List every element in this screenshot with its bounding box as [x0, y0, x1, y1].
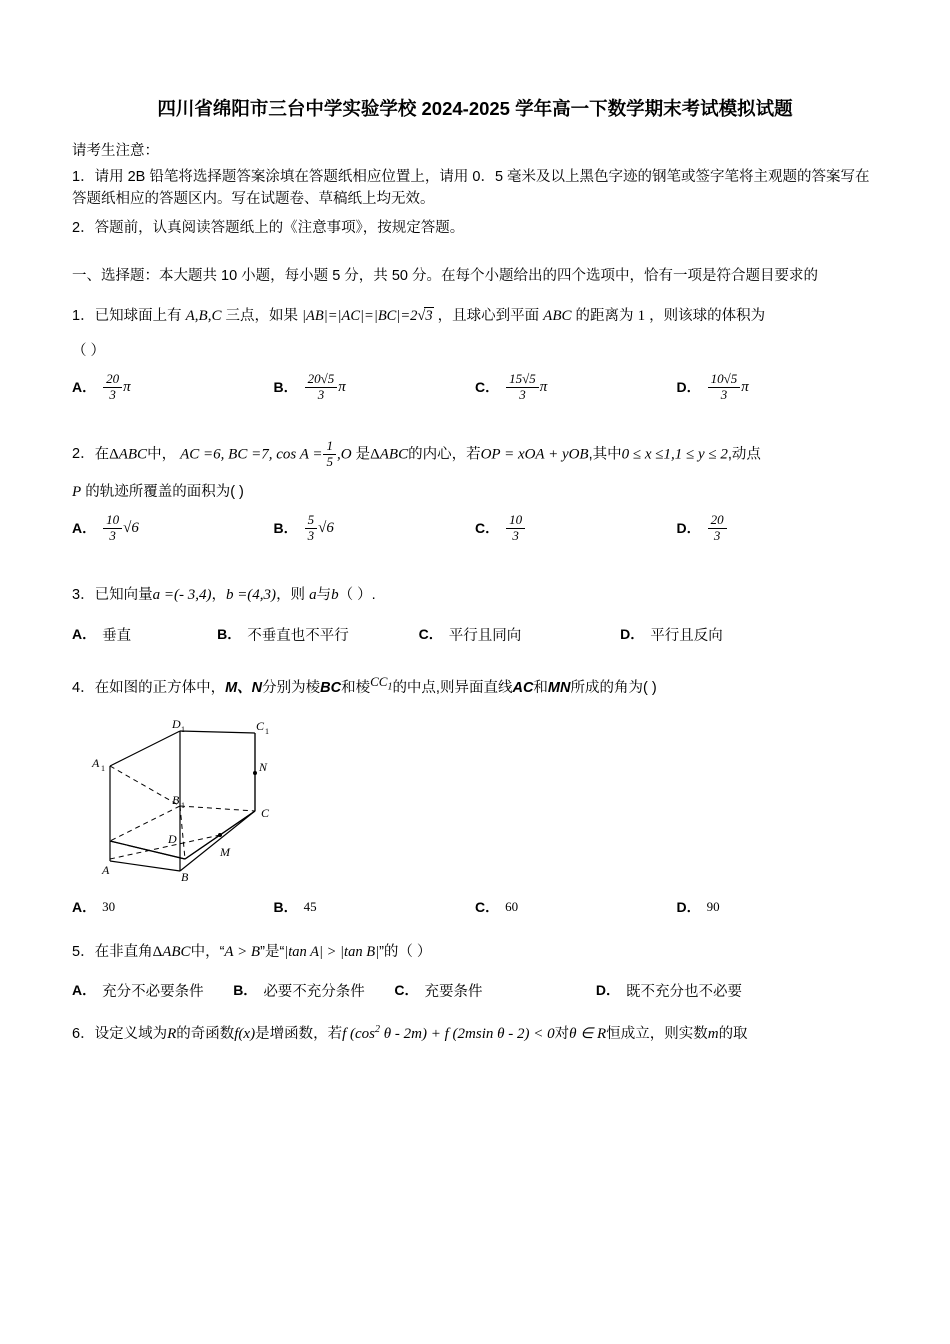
question-3-option-d[interactable]: [620, 624, 822, 645]
question-1-number: 1．: [72, 307, 95, 324]
question-2-point-p: P: [72, 483, 82, 500]
question-1-option-a[interactable]: [72, 372, 274, 403]
option-label: C．: [475, 520, 500, 537]
question-2-option-a[interactable]: [72, 513, 274, 544]
notice-heading: 请考生注意：: [72, 143, 159, 159]
question-3-text-part1: 已知向量: [94, 586, 153, 603]
question-1-text-part5: ，则该球的体积为: [649, 307, 766, 324]
question-2-text-part1: 在: [94, 446, 110, 463]
question-5-number: 5．: [72, 944, 95, 961]
option-suffix: π: [539, 378, 548, 395]
question-1-text-part1: 已知球面上有: [94, 307, 182, 324]
question-1: 1．已知球面上有 A,B,C 三点，如果 |AB|=|AC|=|BC|=2√3 ，且球心到平面 ABC 的距离为 1 ，则该球的体积为: [72, 303, 878, 329]
question-4-mn2: MN: [547, 679, 571, 696]
option-label: B．: [233, 982, 258, 999]
question-3-text-part3: ，则: [276, 586, 306, 603]
question-2-text-part6: ,动点: [727, 446, 761, 463]
option-value: 必要不充分条件: [263, 983, 365, 1000]
option-label: B．: [273, 520, 298, 537]
svg-text:N: N: [259, 760, 268, 775]
question-1-option-b[interactable]: [274, 372, 476, 403]
question-4-text-part5: 和棱: [341, 679, 371, 696]
option-value: 充要条件: [424, 983, 483, 1000]
question-3-text-part2: ，: [211, 586, 226, 603]
question-2: 2．在ΔABC中， AC =6, BC =7, cos A = $\frac{1}{5}$ ,O 是ΔABC的内心，若OP = xOA + yOB,其中0 ≤ x ≤1,1 ≤ y ≤ 2,动点: [72, 437, 761, 469]
question-2-text-part3: 是: [355, 446, 371, 463]
option-value: $\frac{10}{3}$: [103, 513, 122, 544]
notice-item-2: 2．答题前，认真阅读答题纸上的《注意事项》，按规定答题。: [72, 219, 465, 236]
option-label: A．: [72, 982, 97, 999]
svg-text:1: 1: [101, 764, 105, 774]
question-2-given: AC =6, BC =7, cos A =: [180, 446, 323, 463]
question-5: [72, 939, 878, 965]
question-2-option-d[interactable]: [677, 513, 879, 544]
notice-item-1: 1．请用 2B 铅笔将选择题答案涂填在答题纸相应位置上，请用 0．5 毫米及以上黑色字迹的钢笔或签字笔将主观题的答案写在答题纸相应的答题区内。写在试题卷、草稿纸上均无效。: [72, 169, 870, 208]
question-3-option-a[interactable]: [72, 624, 217, 645]
section-heading: 一、选择题：本大题共 10 小题，每小题 5 分，共 50 分。在每个小题给出的四个选项中，恰有一项是符合题目要求的: [72, 268, 818, 285]
question-4-text-part6: 的中点,则异面直线: [392, 679, 513, 696]
question-2-vector-eq: OP = xOA + yOB: [480, 446, 589, 463]
question-1-text-part4: 的距离为: [575, 307, 634, 324]
option-value: $\frac{20}{3}$: [708, 513, 727, 544]
question-4-text-part8: 和: [533, 679, 548, 696]
question-5-option-d[interactable]: [596, 980, 798, 1001]
option-label: B．: [217, 626, 242, 643]
question-6-theta: θ ∈ R: [569, 1025, 607, 1042]
question-4-ac: AC: [512, 679, 534, 696]
question-2-range: 0 ≤ x ≤1,1 ≤ y ≤ 2: [621, 446, 728, 463]
page-title: 四川省绵阳市三台中学实验学校 2024-2025 学年高一下数学期末考试模拟试题: [157, 98, 793, 119]
question-3-vector-b: b =(4,3): [225, 586, 277, 603]
option-suffix: π: [123, 378, 131, 395]
question-5-text-part3: ”是“: [260, 944, 285, 961]
question-4-cc1: $CC_1$: [370, 673, 393, 693]
question-4-option-a[interactable]: [72, 897, 274, 917]
option-suffix: √6: [318, 519, 334, 536]
question-4-bc: BC: [320, 679, 342, 696]
svg-text:A: A: [102, 863, 110, 878]
question-5-cond1: A > B: [224, 944, 261, 961]
question-1-options: [72, 372, 878, 403]
question-4-option-d[interactable]: [677, 897, 879, 917]
option-value: 30: [102, 899, 116, 915]
question-3-number: 3．: [72, 586, 95, 603]
question-1-text-part3: ，且球心到平面: [437, 307, 540, 324]
svg-text:B: B: [181, 870, 189, 885]
question-3-text-part4: 与: [316, 586, 332, 603]
question-3-option-c[interactable]: [419, 624, 621, 645]
question-2-fraction: $\frac{1}{5}$: [323, 439, 336, 470]
question-5-options: [72, 980, 878, 1001]
option-suffix: π: [338, 378, 346, 395]
option-label: D．: [620, 626, 645, 643]
question-6-text-part9: 的取: [718, 1025, 748, 1042]
question-6-number: 6．: [72, 1025, 95, 1042]
option-label: A．: [72, 379, 97, 396]
option-value: 90: [706, 899, 720, 915]
option-label: D．: [676, 379, 701, 396]
question-3: 3．已知向量a =(- 3,4)，b =(4,3)，则 a与b（ ）.: [72, 582, 878, 608]
question-4-options: [72, 897, 878, 917]
option-label: D．: [676, 520, 701, 537]
option-value: 平行且反向: [650, 627, 723, 644]
option-label: A．: [72, 520, 97, 537]
option-label: A．: [72, 899, 97, 916]
option-value: 既不充分也不必要: [626, 983, 742, 1000]
option-label: C．: [475, 899, 500, 916]
svg-text:D: D: [168, 832, 177, 847]
question-5-text-part4: ”的（ ）: [379, 944, 432, 961]
cube-diagram: [80, 711, 300, 886]
question-2-number: 2．: [72, 446, 95, 463]
option-label: C．: [475, 379, 500, 396]
question-1-plane: ABC: [543, 307, 572, 324]
question-4-text-part1: 在如图的正方体中，: [94, 679, 226, 696]
option-label: D．: [595, 982, 620, 999]
option-value: 充分不必要条件: [102, 983, 204, 1000]
question-3-option-b[interactable]: [217, 624, 419, 645]
question-6-domain: R: [167, 1025, 177, 1042]
question-5-triangle: ΔABC: [152, 944, 191, 961]
svg-text:C: C: [256, 719, 265, 734]
option-label: A．: [72, 626, 97, 643]
svg-text:1: 1: [181, 801, 185, 811]
question-2-text-part5: ,其中: [588, 446, 622, 463]
option-value: $\frac{5}{3}$: [305, 513, 318, 544]
question-4-option-b[interactable]: [274, 897, 476, 917]
cube-figure: [80, 711, 878, 891]
question-6-function: f(x): [234, 1025, 256, 1042]
question-5-option-c[interactable]: [394, 980, 596, 1001]
question-6-text-part7: 恒成立，则实数: [606, 1025, 708, 1042]
question-4-text-part10: 所成的角为( ): [570, 679, 657, 696]
question-6-text-part5: 是增函数，若: [255, 1025, 343, 1042]
option-label: C．: [394, 982, 419, 999]
question-2-option-c[interactable]: [475, 513, 677, 544]
question-1-option-c[interactable]: [475, 372, 677, 403]
option-value: 60: [505, 899, 519, 915]
option-value: $\frac{10√5}{3}$: [708, 372, 741, 403]
option-value: $\frac{20}{3}$: [103, 372, 122, 403]
question-2-text-part7: 的轨迹所覆盖的面积为( ): [85, 483, 244, 500]
option-label: B．: [273, 899, 298, 916]
svg-text:M: M: [220, 845, 230, 860]
question-4-option-c[interactable]: [475, 897, 677, 917]
question-4: [72, 671, 878, 701]
option-value: 45: [303, 899, 317, 915]
svg-text:D: D: [172, 717, 181, 732]
question-3-vector-a: a =(- 3,4): [152, 586, 212, 603]
question-6-text-part6: 对: [554, 1025, 570, 1042]
question-6-m: m: [707, 1025, 719, 1042]
option-suffix: √6: [123, 519, 139, 536]
option-suffix: π: [741, 378, 749, 395]
question-5-option-a[interactable]: [72, 980, 233, 1001]
question-1-text-part2: 三点，如果: [225, 307, 298, 324]
question-2-option-b[interactable]: [274, 513, 476, 544]
question-1-option-d[interactable]: [677, 372, 879, 403]
option-label: B．: [273, 379, 298, 396]
question-5-option-b[interactable]: [233, 980, 394, 1001]
question-2-triangle-2: ΔABC: [370, 446, 409, 463]
question-2-triangle: ΔABC: [109, 446, 148, 463]
option-label: C．: [418, 626, 443, 643]
question-6-text-part1: 设定义域为: [94, 1025, 168, 1042]
question-5-text-part2: 中，“: [190, 944, 225, 961]
option-value: $\frac{15√5}{3}$: [506, 372, 539, 403]
question-2-options: [72, 513, 878, 544]
question-3-options: [72, 624, 878, 645]
svg-text:C: C: [261, 806, 270, 821]
question-2-text-part2: 中，: [147, 446, 177, 463]
option-value: $\frac{10}{3}$: [506, 513, 525, 544]
svg-text:A: A: [92, 756, 100, 771]
question-4-text-part3: 分别为棱: [262, 679, 321, 696]
svg-text:1: 1: [181, 725, 185, 735]
question-2-text-part4: 的内心，若: [408, 446, 481, 463]
question-6: [72, 1021, 878, 1047]
question-2-cont: [72, 480, 878, 501]
question-1-distance: 1: [637, 307, 646, 324]
question-6-text-part3: 的奇函数: [176, 1025, 235, 1042]
question-6-inequality: f ($\cos^2$ θ - 2m) + f (2msin θ - 2) < 0: [342, 1023, 555, 1042]
question-4-mn: M、N: [225, 679, 263, 696]
question-5-cond2: |tan A| > |tan B|: [284, 944, 380, 961]
question-1-answer-paren: （ ）: [72, 342, 106, 359]
option-value: 平行且同向: [448, 627, 522, 644]
option-label: D．: [676, 899, 701, 916]
option-value: 不垂直也不平行: [247, 627, 349, 644]
question-1-points: A: [185, 307, 195, 324]
question-1-expression: |AB|=|AC|=|BC|=2√3: [302, 307, 433, 324]
option-value: 垂直: [102, 627, 132, 644]
question-4-number: 4．: [72, 679, 95, 696]
question-5-text-part1: 在非直角: [94, 944, 153, 961]
option-value: $\frac{20√5}{3}$: [305, 372, 338, 403]
svg-text:1: 1: [265, 727, 269, 737]
question-3-text-part5: （ ）.: [338, 586, 376, 603]
svg-text:B: B: [172, 793, 180, 808]
